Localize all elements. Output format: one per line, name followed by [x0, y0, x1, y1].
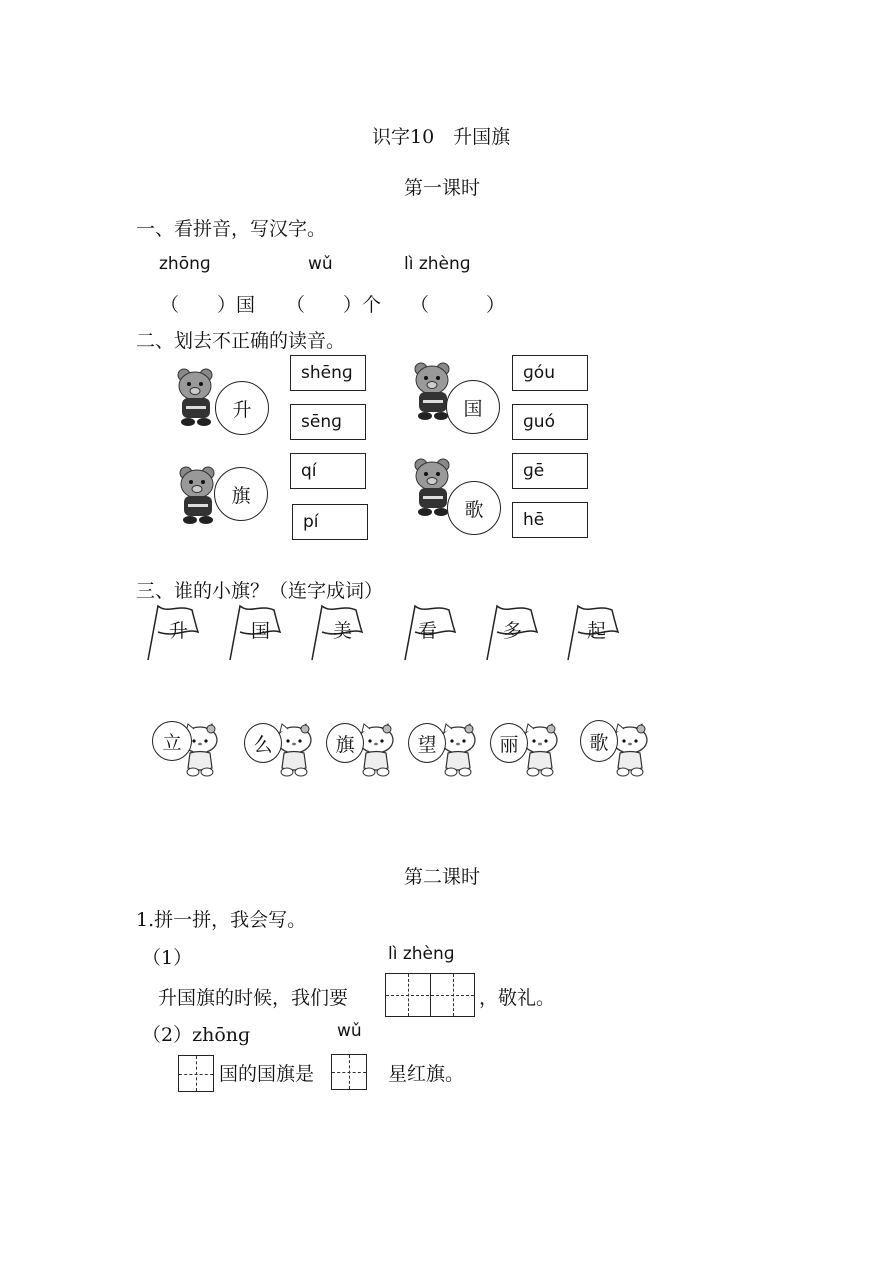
q2-label: （2）zhōnɡ — [142, 1024, 251, 1046]
q1-text-after: ，敬礼。 — [479, 987, 556, 1009]
option-qi-1[interactable]: qí — [290, 453, 366, 489]
blank-lizheng[interactable]: （ ） — [410, 294, 506, 316]
pinyin-wu: wǔ — [308, 254, 333, 274]
kitty-char-circle[interactable]: 立 — [152, 721, 192, 761]
bear-icon — [174, 366, 222, 428]
option-ge-1[interactable]: ɡē — [512, 453, 588, 489]
option-sheng-2[interactable]: sēnɡ — [290, 404, 366, 440]
q1-label: （1） — [142, 947, 193, 969]
q2-pinyin: wǔ — [337, 1021, 362, 1041]
option-qi-2[interactable]: pí — [292, 504, 368, 540]
section2-heading: 二、划去不正确的读音。 — [136, 330, 346, 352]
writing-grid-wu[interactable] — [331, 1054, 367, 1090]
q1-text-before: 升国旗的时候，我们要 — [158, 987, 349, 1009]
flag-char[interactable]: 升 — [169, 620, 189, 642]
q2-text-mid: 国的国旗是 — [219, 1063, 315, 1085]
option-guo-1[interactable]: ɡóu — [512, 355, 588, 391]
option-ge-2[interactable]: hē — [512, 502, 588, 538]
kitty-char-circle[interactable]: 旗 — [326, 723, 364, 763]
section3-heading: 三、谁的小旗？（连字成词） — [136, 580, 384, 602]
blank-ge[interactable]: （ ）个 — [286, 294, 382, 316]
kitty-char-circle[interactable]: 么 — [244, 723, 282, 763]
flag-char[interactable]: 起 — [587, 620, 607, 642]
char-circle-ge: 歌 — [447, 481, 501, 535]
pinyin-lizheng: lì zhènɡ — [404, 254, 471, 274]
flag-char[interactable]: 多 — [503, 620, 523, 642]
part2-heading: 1.拼一拼，我会写。 — [136, 909, 307, 931]
section1-heading: 一、看拼音，写汉字。 — [136, 218, 327, 240]
writing-grid-zhong[interactable] — [178, 1055, 214, 1092]
lesson-one-title: 第一课时 — [404, 177, 481, 199]
kitty-char-circle[interactable]: 望 — [408, 723, 446, 763]
char-circle-sheng: 升 — [215, 381, 269, 435]
lesson-two-title: 第二课时 — [404, 866, 481, 888]
flag-char[interactable]: 看 — [418, 620, 438, 642]
q1-pinyin: lì zhènɡ — [388, 944, 455, 964]
page-title: 识字10 升国旗 — [372, 126, 511, 148]
char-circle-guo: 国 — [446, 380, 500, 434]
option-guo-2[interactable]: ɡuó — [512, 404, 588, 440]
kitty-char-circle[interactable]: 丽 — [490, 723, 528, 763]
option-sheng-1[interactable]: shēnɡ — [290, 355, 366, 391]
flag-char[interactable]: 国 — [251, 620, 271, 642]
kitty-char-circle[interactable]: 歌 — [580, 720, 618, 762]
pinyin-zhong: zhōnɡ — [159, 254, 211, 274]
blank-guo[interactable]: （ ）国 — [160, 294, 256, 316]
kitty-icon — [610, 722, 652, 778]
q2-text-after: 星红旗。 — [388, 1063, 465, 1085]
flag-char[interactable]: 美 — [333, 620, 353, 642]
char-circle-qi: 旗 — [214, 467, 268, 521]
writing-grid-lizheng[interactable] — [385, 973, 475, 1017]
